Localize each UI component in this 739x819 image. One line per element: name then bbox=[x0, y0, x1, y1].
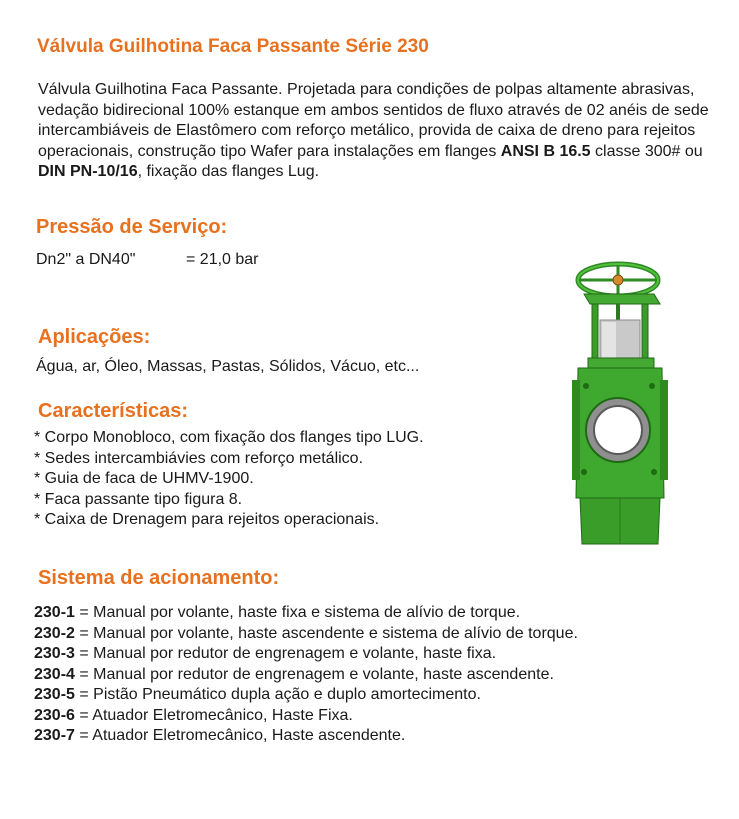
actuation-desc: = Atuador Eletromecânico, Haste ascendente. bbox=[74, 727, 406, 744]
list-item: * Guia de faca de UHMV-1900. bbox=[34, 470, 254, 487]
list-item bbox=[34, 603, 578, 624]
list-item: * Sedes intercambiávies com reforço metálico. bbox=[34, 449, 364, 467]
pressure-row bbox=[36, 250, 259, 271]
applications-heading: Aplicações: bbox=[38, 326, 151, 348]
actuation-desc: = Manual por volante, haste fixa e sistema de alívio de torque. bbox=[74, 604, 521, 621]
intro-text-3: , fixação das flanges Lug. bbox=[137, 163, 320, 180]
actuation-code: 230-2 bbox=[34, 624, 75, 642]
intro-text-2: classe 300# ou bbox=[590, 142, 703, 160]
features-list bbox=[34, 428, 424, 531]
intro-paragraph bbox=[38, 80, 728, 183]
pressure-label: Dn2" a DN40" bbox=[36, 251, 136, 268]
applications-text: Água, ar, Óleo, Massas, Pastas, Sólidos, Vácuo, etc... bbox=[36, 358, 420, 375]
top-plate bbox=[584, 294, 660, 304]
list-item bbox=[34, 706, 578, 727]
actuation-code: 230-7 bbox=[34, 727, 75, 744]
features-heading: Características: bbox=[38, 400, 189, 422]
handwheel-hub bbox=[613, 275, 623, 285]
valve-port bbox=[594, 406, 642, 454]
page-title: Válvula Guilhotina Faca Passante Série 230 bbox=[37, 36, 429, 57]
intro-standard-ansi: ANSI B 16.5 bbox=[500, 142, 591, 160]
actuation-heading: Sistema de acionamento: bbox=[38, 567, 280, 589]
list-item: * Faca passante tipo figura 8. bbox=[34, 490, 243, 508]
actuation-code: 230-5 bbox=[34, 686, 75, 703]
actuation-code: 230-4 bbox=[34, 665, 75, 683]
list-item bbox=[34, 685, 578, 706]
knife-gate-valve-image bbox=[570, 258, 670, 548]
actuation-desc: = Atuador Eletromecânico, Haste Fixa. bbox=[74, 706, 353, 724]
list-item bbox=[34, 726, 578, 747]
intro-standard-din: DIN PN-10/16 bbox=[38, 163, 138, 180]
actuation-desc: = Manual por redutor de engrenagem e volante, haste ascendente. bbox=[74, 665, 554, 683]
actuation-code: 230-3 bbox=[34, 645, 75, 662]
actuation-code: 230-6 bbox=[34, 706, 75, 724]
actuation-list bbox=[34, 603, 578, 747]
actuation-desc: = Manual por redutor de engrenagem e volante, haste fixa. bbox=[74, 645, 497, 662]
pressure-heading: Pressão de Serviço: bbox=[36, 216, 228, 238]
list-item bbox=[34, 644, 578, 665]
list-item bbox=[34, 624, 578, 645]
list-item: * Corpo Monobloco, com fixação dos flanges tipo LUG. bbox=[34, 429, 424, 446]
list-item bbox=[34, 665, 578, 686]
actuation-desc: = Pistão Pneumático dupla ação e duplo amortecimento. bbox=[74, 686, 481, 703]
actuation-desc: = Manual por volante, haste ascendente e sistema de alívio de torque. bbox=[74, 624, 578, 642]
pressure-value: = 21,0 bar bbox=[186, 251, 259, 268]
intro-text-1: Válvula Guilhotina Faca Passante. Projetada para condições de polpas altamente abrasivas, vedação bidirecional 100% estanque em ambos sentidos de fluxo através de 02 anéis de sede intercambiáveis de Elastômero com reforço metálico, provida de caixa de dreno para rejeitos operacionais, construção tipo Wafer para instalações em flanges bbox=[38, 81, 709, 160]
list-item: * Caixa de Drenagem para rejeitos operacionais. bbox=[34, 511, 380, 528]
actuation-code: 230-1 bbox=[34, 604, 75, 621]
